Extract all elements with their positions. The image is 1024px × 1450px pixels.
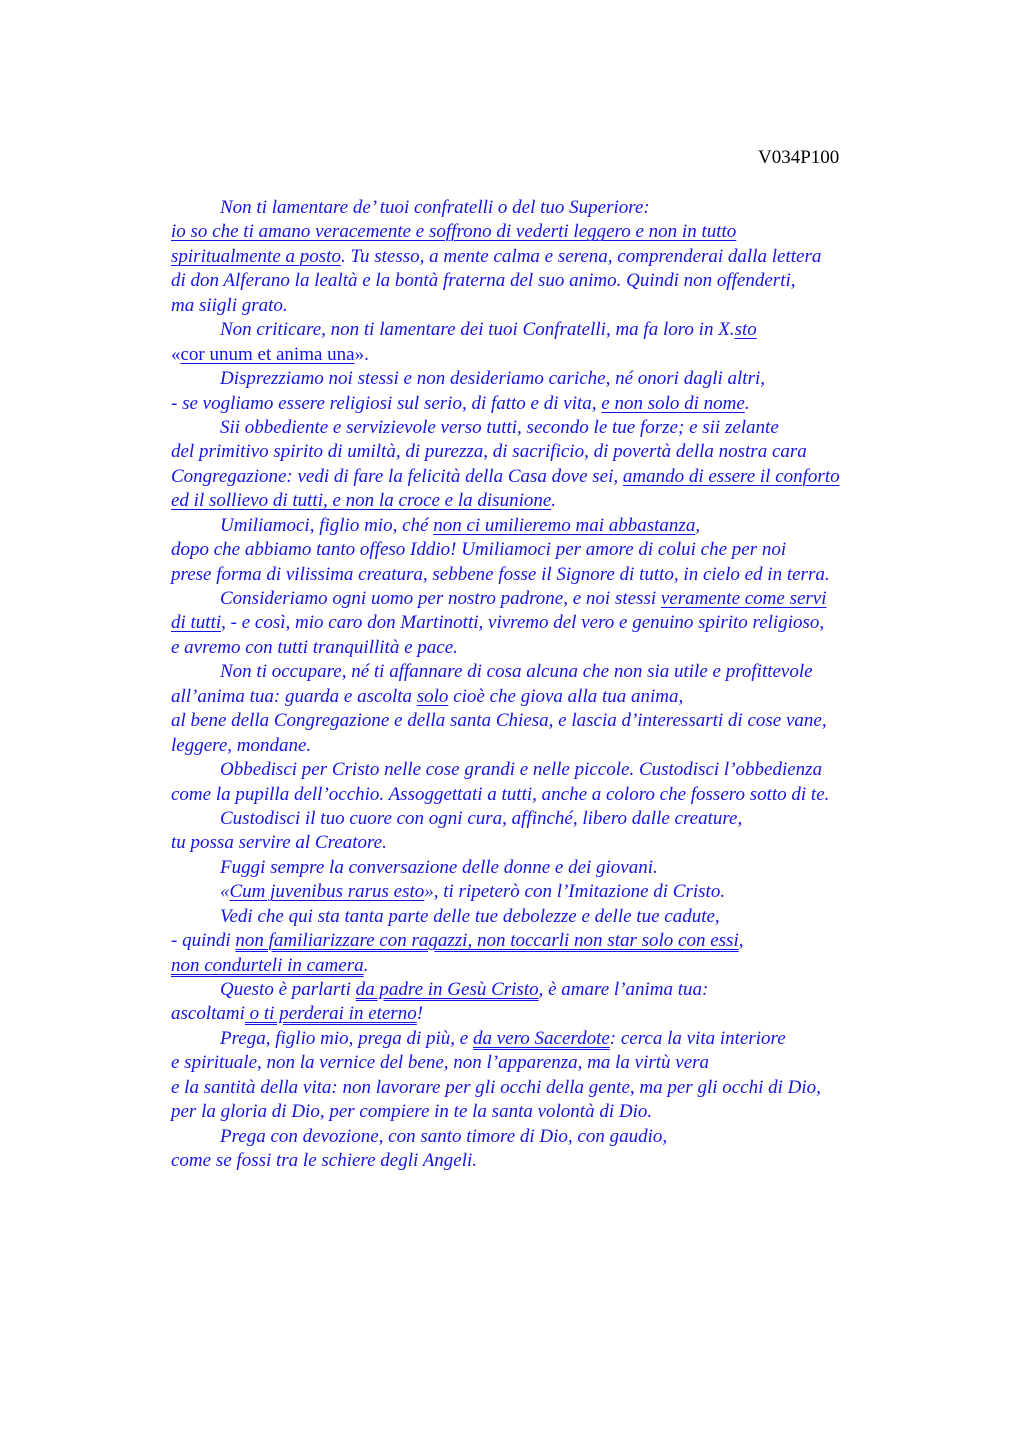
underlined-text: io so che ti amano veracemente e soffrono di vederti leggero e non in tutto [171, 221, 737, 243]
text-line [171, 1149, 931, 1173]
text-line [171, 611, 931, 635]
underlined-text: di tutti [171, 612, 222, 634]
text-segment: ma siigli grato. [171, 294, 288, 316]
text-segment: - se vogliamo essere religiosi sul serio, di fatto e di vita, [171, 392, 602, 414]
text-segment: tu possa servire al Creatore. [171, 832, 387, 854]
text-segment: per la gloria di Dio, per compiere in te la santa volontà di Dio. [171, 1101, 653, 1123]
text-segment: Umiliamoci, figlio mio, ché [220, 514, 434, 536]
text-line [171, 1100, 931, 1124]
underlined-text: veramente come servi [660, 588, 827, 609]
text-line [171, 1125, 931, 1149]
letter-body [171, 196, 931, 1174]
text-segment: Consideriamo ogni uomo per nostro padrone, e noi stessi [220, 588, 661, 609]
text-segment: , è amare l’anima tua: [538, 979, 709, 1000]
text-line [171, 587, 931, 611]
underlined-text: amando di essere il conforto [622, 465, 840, 487]
text-segment: cioè che giova alla tua anima, [448, 685, 684, 707]
text-segment: e spirituale, non la vernice del bene, non l’apparenza, ma la virtù vera [171, 1052, 710, 1074]
text-line [171, 636, 931, 660]
text-line [171, 758, 931, 782]
text-segment: », ti ripeterò con l’Imitazione di Cristo. [424, 881, 726, 903]
text-line [171, 245, 931, 269]
text-segment: Non criticare, non ti lamentare dei tuoi Confratelli, ma fa loro in X. [220, 319, 735, 341]
text-line [171, 734, 931, 758]
text-segment: Prega, figlio mio, prega di più, e [220, 1027, 473, 1049]
text-line [171, 1076, 931, 1100]
text-line [171, 1027, 931, 1051]
text-segment: ». [354, 343, 369, 365]
text-segment: come la pupilla dell’occhio. Assoggettati a tutti, anche a coloro che fossero sotto di te. [171, 783, 830, 805]
page-code: V034P100 [758, 147, 840, 168]
text-line [171, 905, 931, 929]
text-segment: dopo che abbiamo tanto offeso Iddio! Umiliamoci per amore di colui che per noi [171, 539, 787, 561]
text-line [171, 954, 931, 978]
text-segment: . [363, 954, 369, 976]
text-line [171, 1051, 931, 1075]
text-segment: Obbedisci per Cristo nelle cose grandi e nelle piccole. Custodisci l’obbedienza [220, 759, 823, 781]
text-line [171, 343, 931, 367]
text-line [171, 978, 931, 1002]
text-line [171, 489, 931, 513]
text-segment: , [738, 930, 744, 952]
text-segment: prese forma di vilissima creatura, sebbene fosse il Signore di tutto, in cielo ed in terra. [171, 563, 830, 585]
text-segment: all’anima tua: guarda e ascolta [171, 685, 417, 707]
text-segment: e avremo con tutti tranquillità e pace. [171, 636, 458, 658]
text-segment: Fuggi sempre la conversazione delle donne e dei giovani. [220, 856, 658, 878]
text-line [171, 1002, 931, 1026]
text-line [171, 709, 931, 733]
underlined-text: o ti perderai in eterno [244, 1003, 417, 1025]
text-segment: « [220, 881, 230, 903]
underlined-text: ed il sollievo di tutti, e non la croce e la disunione [171, 490, 552, 512]
text-line [171, 514, 931, 538]
text-segment: . [744, 392, 750, 414]
text-line [171, 318, 931, 342]
text-segment: e la santità della vita: non lavorare per gli occhi della gente, ma per gli occhi di Dio, [171, 1076, 821, 1098]
text-segment: Questo è parlarti [220, 979, 356, 1000]
underlined-text: non condurteli in camera [171, 954, 364, 976]
text-line [171, 538, 931, 562]
text-line [171, 831, 931, 855]
underlined-text: Cum juvenibus rarus esto [229, 881, 425, 903]
underlined-text: non ci umilieremo mai abbastanza [433, 514, 696, 536]
text-segment: ascoltami [171, 1003, 245, 1025]
text-line [171, 220, 931, 244]
text-line [171, 392, 931, 416]
text-segment: , [695, 514, 701, 536]
text-segment: Disprezziamo noi stessi e non desideriamo cariche, né onori dagli altri, [220, 368, 765, 390]
text-line [171, 929, 931, 953]
text-segment: al bene della Congregazione e della santa Chiesa, e lascia d’interessarti di cose vane, [171, 710, 827, 732]
text-segment: del primitivo spirito di umiltà, di purezza, di sacrificio, di povertà della nostra cara [171, 441, 807, 463]
text-segment: Vedi che qui sta tanta parte delle tue debolezze e delle tue cadute, [220, 905, 720, 927]
text-segment: Congregazione: vedi di fare la felicità della Casa dove sei, [171, 465, 623, 487]
text-segment: . [551, 490, 557, 512]
text-line [171, 367, 931, 391]
text-segment: di don Alferano la lealtà e la bontà fraterna del suo animo. Quindi non offenderti, [171, 270, 796, 292]
underlined-text: solo [416, 685, 449, 707]
text-segment: come se fossi tra le schiere degli Angeli. [171, 1150, 478, 1172]
text-line [171, 685, 931, 709]
underlined-text: spiritualmente a posto [171, 245, 341, 267]
text-segment: leggere, mondane. [171, 734, 312, 756]
underlined-text: cor unum et anima una [180, 343, 355, 365]
underlined-text: sto [734, 319, 757, 341]
underlined-text: da padre in Gesù Cristo [355, 979, 539, 1000]
text-line [171, 465, 931, 489]
underlined-text: non familiarizzare con ragazzi, non toccarli non star solo con essi [235, 930, 739, 952]
underlined-text: e non solo di nome [601, 392, 745, 414]
text-segment: ! [416, 1003, 424, 1025]
text-segment: , - e così, mio caro don Martinotti, vivremo del vero e genuino spirito religioso, [221, 612, 825, 634]
text-line [171, 807, 931, 831]
text-line [171, 856, 931, 880]
text-line [171, 880, 931, 904]
text-line [171, 416, 931, 440]
text-segment: Sii obbediente e servizievole verso tutti, secondo le tue forze; e sii zelante [220, 416, 779, 438]
text-line [171, 269, 931, 293]
text-line [171, 783, 931, 807]
text-line [171, 563, 931, 587]
text-segment: Non ti occupare, né ti affannare di cosa alcuna che non sia utile e profittevole [220, 661, 813, 683]
text-segment: . Tu stesso, a mente calma e serena, comprenderai dalla lettera [340, 245, 822, 267]
underlined-text: da vero Sacerdote [472, 1027, 610, 1049]
text-segment: : cerca la vita interiore [609, 1027, 786, 1049]
text-segment: Non ti lamentare de’ tuoi confratelli o del tuo Superiore: [220, 197, 650, 218]
text-segment: Custodisci il tuo cuore con ogni cura, affinché, libero dalle creature, [220, 807, 743, 829]
text-line [171, 196, 931, 220]
text-line [171, 294, 931, 318]
text-segment: « [171, 343, 181, 365]
text-segment: - quindi [171, 930, 236, 952]
text-line [171, 660, 931, 684]
text-segment: Prega con devozione, con santo timore di Dio, con gaudio, [220, 1125, 668, 1147]
text-line [171, 440, 931, 464]
